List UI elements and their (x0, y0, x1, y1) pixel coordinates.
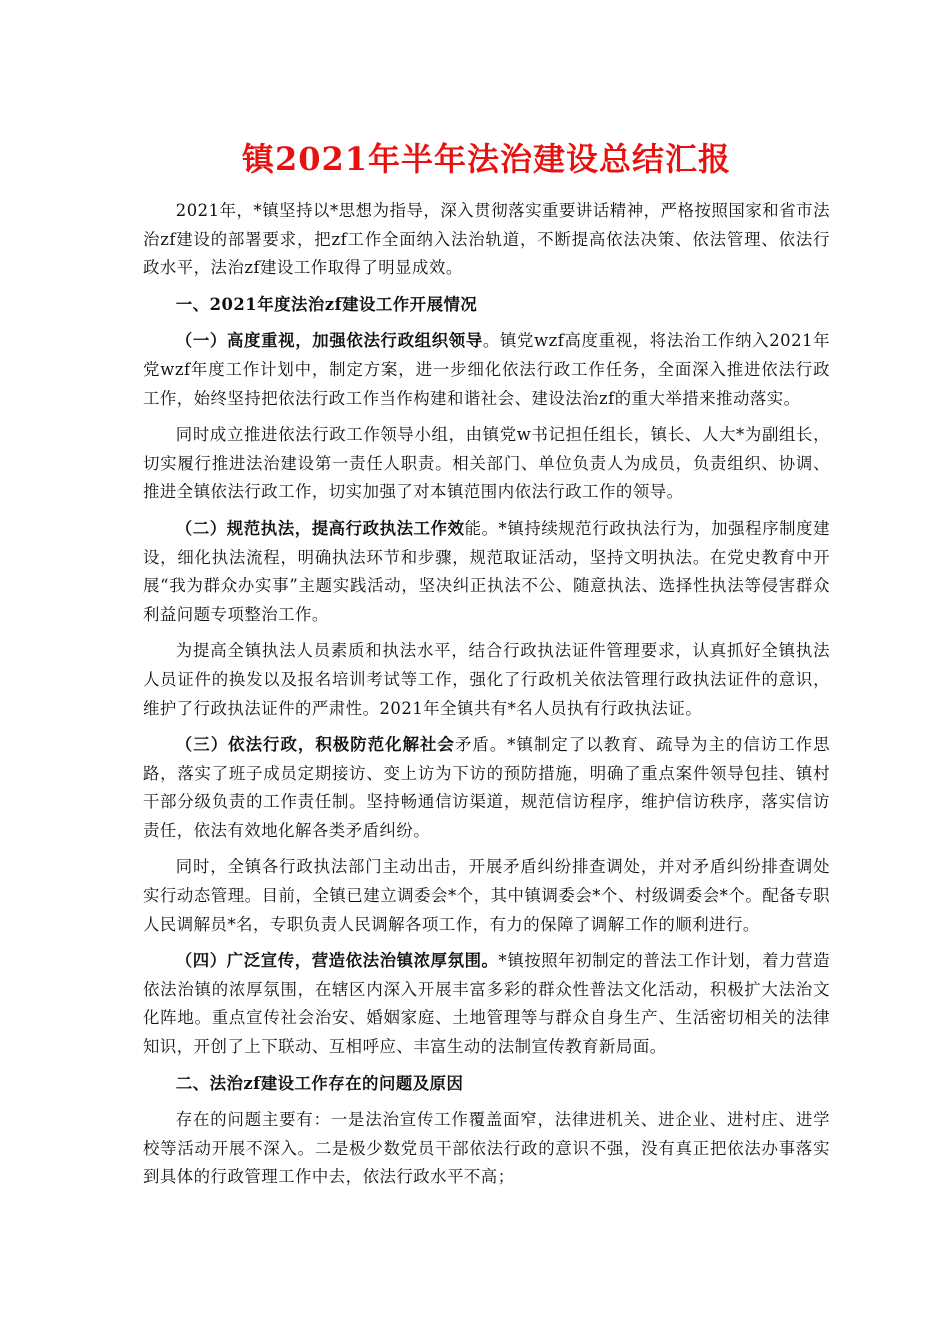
paragraph-4: 为提高全镇执法人员素质和执法水平，结合行政执法证件管理要求，认真抓好全镇执法人员证件的换发以及报名培训考试等工作，强化了行政机关依法管理行政执法证件的意识，维护了行政执法证件的严肃性。2021年全镇共有*名人员执有行政执法证。 (143, 641, 830, 718)
paragraph-1-body: 。镇党wzf高度重视，将法治工作纳入2021年党wzf年度工作计划中，制定方案，进一步细化依法行政工作任务，全面深入推进依法行政工作，始终坚持把依法行政工作当作构建和谐社会、建设法治zf的重大举措来推动落实。 (143, 331, 830, 408)
document-title: 镇2021年半年法治建设总结汇报 (241, 140, 732, 178)
paragraph-5-body: 矛盾。*镇制定了以教育、疏导为主的信访工作思路，落实了班子成员定期接访、变上访为下访的预防措施，明确了重点案件领导包挂、镇村干部分级负责的工作责任制。坚持畅通信访渠道，规范信访程序，维护信访秩序，落实信访责任，依法有效地化解各类矛盾纠纷。 (143, 735, 830, 840)
paragraph-1 (143, 327, 830, 413)
paragraph-7-lead: （四）广泛宣传，营造依法治镇浓厚氛围。 (175, 951, 499, 971)
paragraph-3 (143, 515, 830, 629)
section-2-heading: 二、法治zf建设工作存在的问题及原因 (175, 1073, 464, 1093)
paragraph-3-body: 能。*镇持续规范行政执法行为，加强程序制度建设，细化执法流程，明确执法环节和步骤，规范取证活动，坚持文明执法。在党史教育中开展“我为群众办实事”主题实践活动，坚决纠正执法不公、随意执法、选择性执法等侵害群众利益问题专项整治工作。 (143, 518, 830, 624)
paragraph-1-lead: （一）高度重视，加强依法行政组织领导 (175, 331, 483, 351)
paragraph-2: 同时成立推进依法行政工作领导小组，由镇党w书记担任组长，镇长、人大*为副组长，切实履行推进法治建设第一责任人职责。相关部门、单位负责人为成员，负责组织、协调、推进全镇依法行政工作，切实加强了对本镇范围内依法行政工作的领导。 (143, 425, 830, 502)
paragraph-8: 存在的问题主要有：一是法治宣传工作覆盖面窄，法律进机关、进企业、进村庄、进学校等活动开展不深入。二是极少数党员干部依法行政的意识不强，没有真正把依法办事落实到具体的行政管理工作中去，依法行政水平不高； (143, 1110, 830, 1187)
intro-paragraph: 2021年，*镇坚持以*思想为指导，深入贯彻落实重要讲话精神，严格按照国家和省市法治zf建设的部署要求，把zf工作全面纳入法治轨道，不断提高依法决策、依法管理、依法行政水平，法治zf建设工作取得了明显成效。 (143, 201, 830, 278)
paragraph-7-body: *镇按照年初制定的普法工作计划，着力营造依法治镇的浓厚氛围，在辖区内深入开展丰富多彩的群众性普法文化活动，积极扩大法治文化阵地。重点宣传社会治安、婚姻家庭、土地管理等与群众自身生产、生活密切相关的法律知识，开创了上下联动、互相呼应、丰富生动的法制宣传教育新局面。 (143, 951, 830, 1057)
paragraph-5-lead: （三）依法行政，积极防范化解社会 (175, 735, 455, 755)
paragraph-5 (143, 731, 830, 845)
paragraph-3-lead: （二）规范执法，提高行政执法工作效 (175, 518, 465, 538)
paragraph-7 (143, 947, 830, 1061)
paragraph-6: 同时，全镇各行政执法部门主动出击，开展矛盾纠纷排查调处，并对矛盾纠纷排查调处实行动态管理。目前，全镇已建立调委会*个，其中镇调委会*个、村级调委会*个。配备专职人民调解员*名，专职负责人民调解各项工作，有力的保障了调解工作的顺利进行。 (143, 857, 830, 934)
section-1-heading: 一、2021年度法治zf建设工作开展情况 (175, 294, 478, 314)
